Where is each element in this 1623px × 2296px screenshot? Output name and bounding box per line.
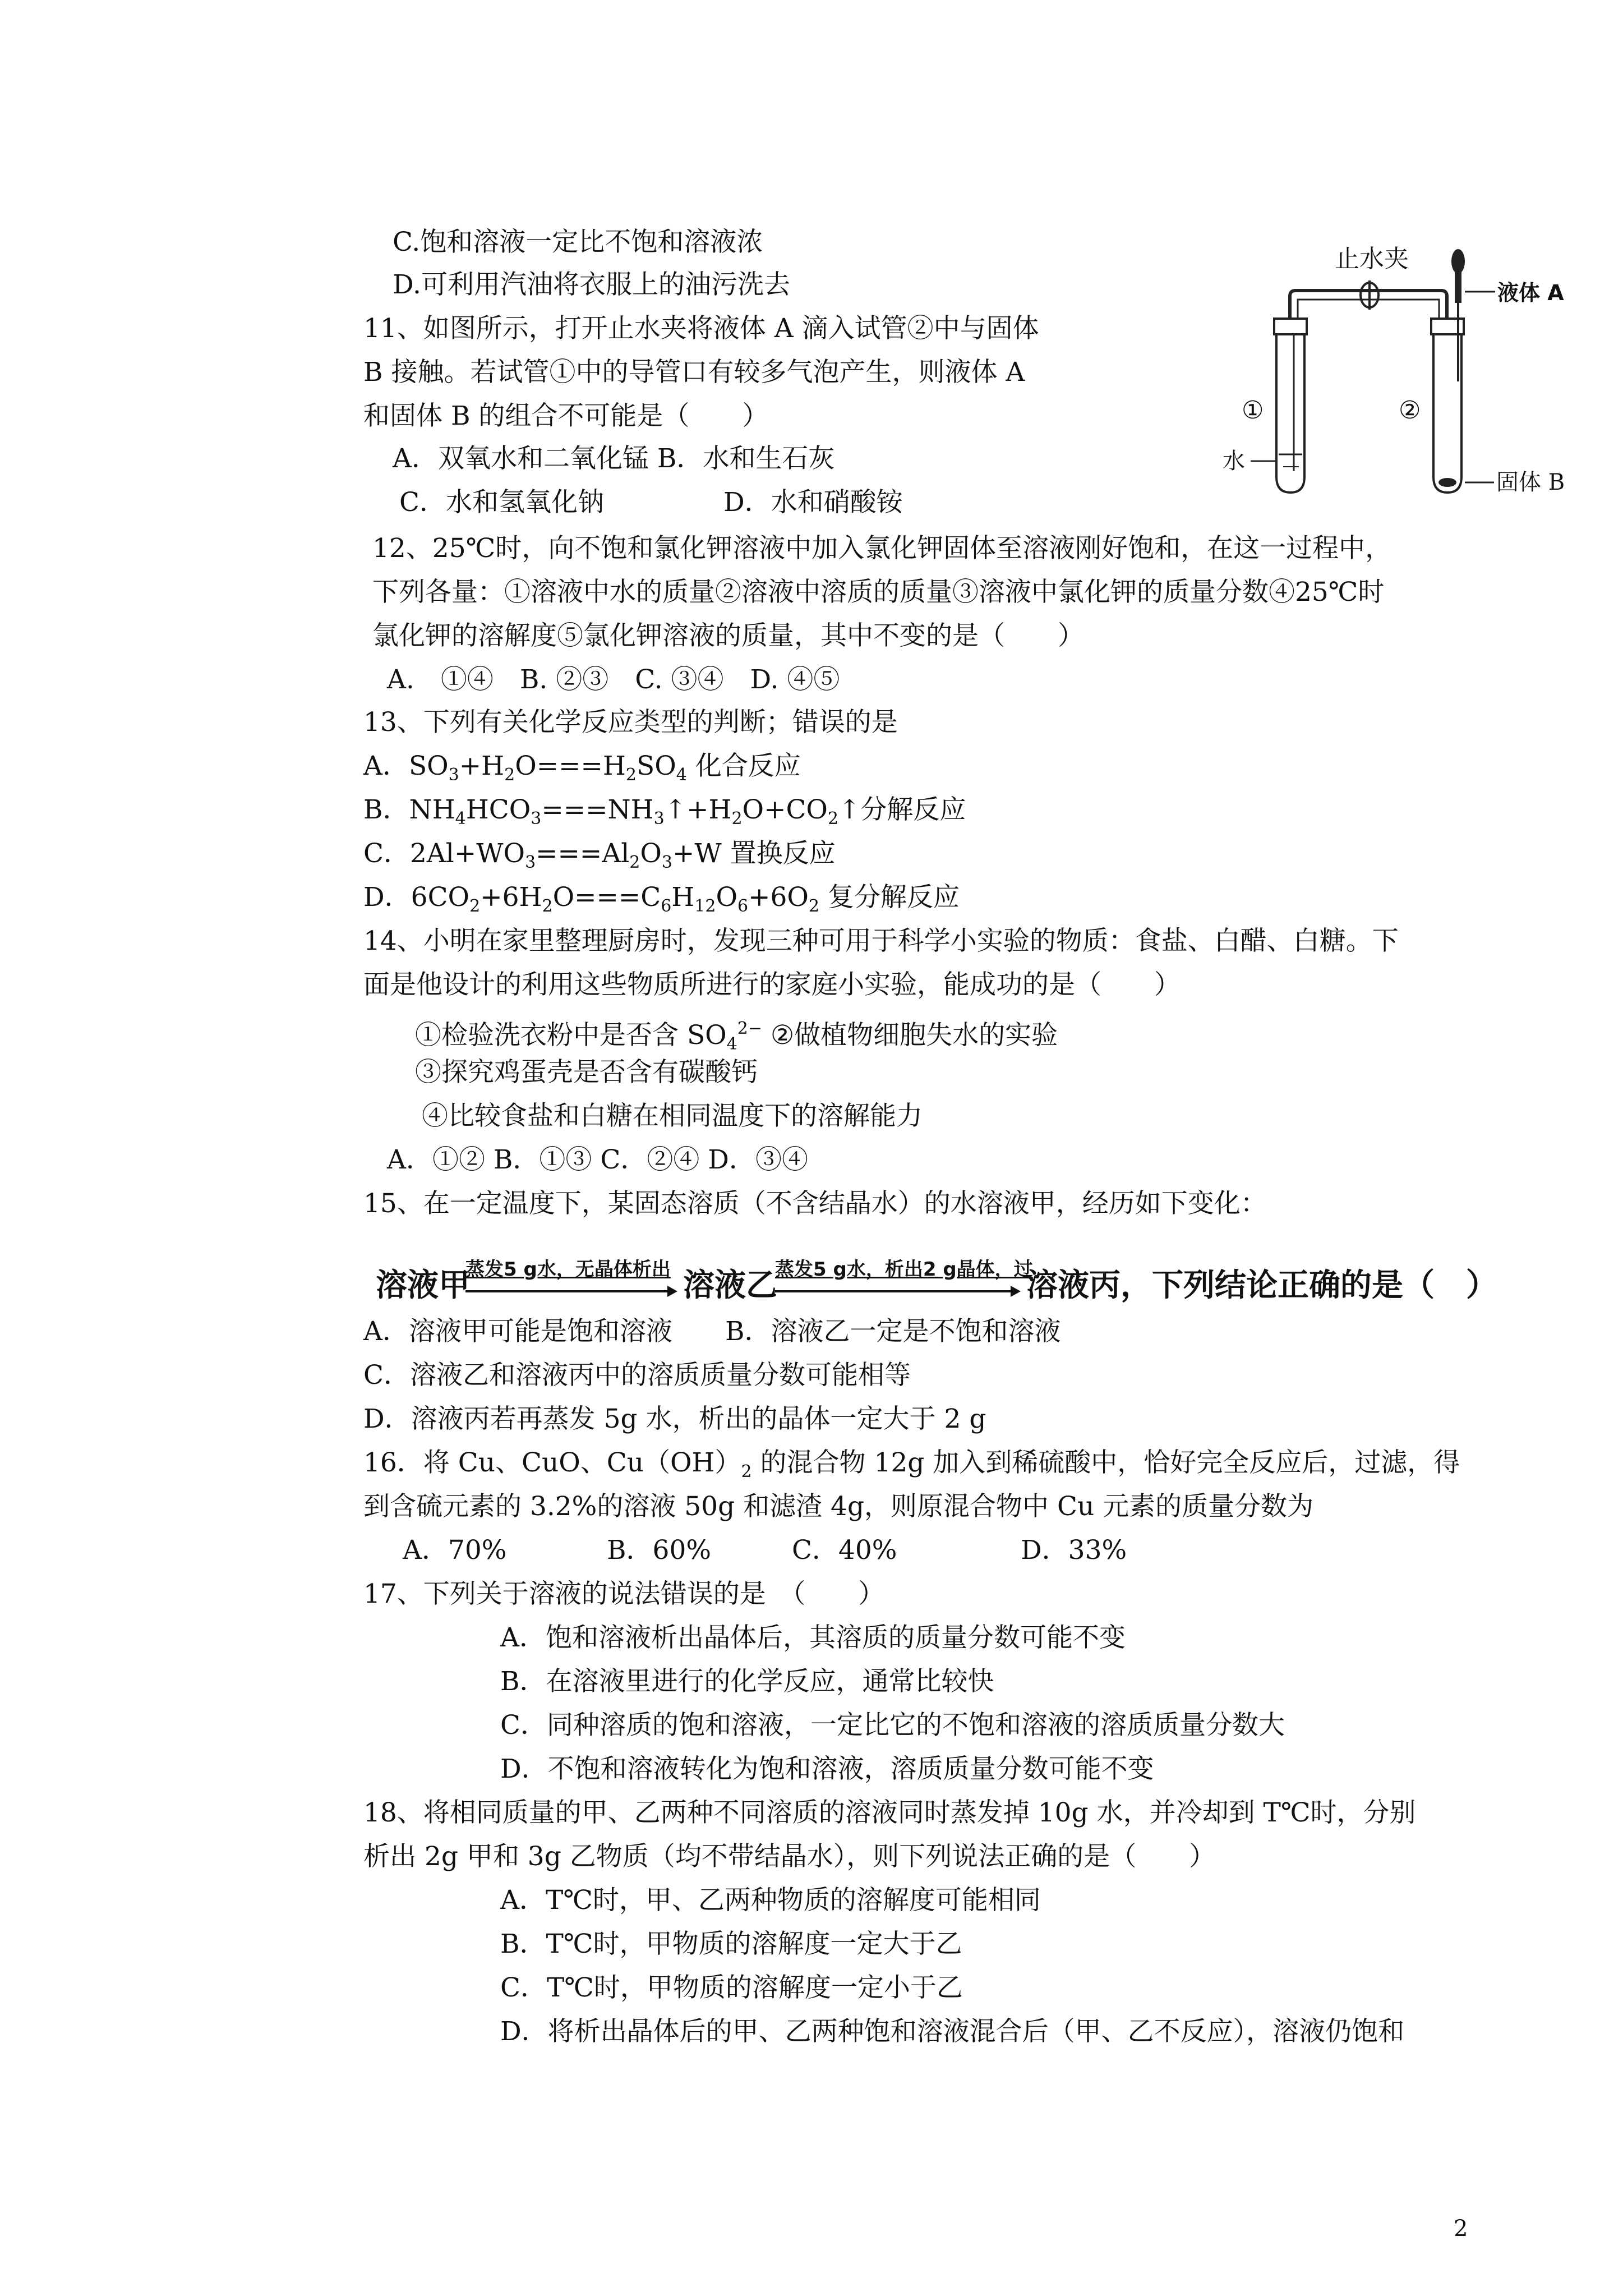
q18-stem-line2: 析出 2g 甲和 3g 乙物质（均不带结晶水），则下列说法正确的是（ ） [363, 1841, 1216, 1872]
q13-option-d: D．$6CO_2+6H_2O===C_6H_{12}O_6+6O_2$ 复分解反应 [363, 882, 960, 916]
water-label: 水 [1223, 448, 1245, 474]
q18-option-b: B．T℃时，甲物质的溶解度一定大于乙 [500, 1929, 962, 1959]
q17-option-b: B．在溶液里进行的化学反应，通常比较快 [500, 1666, 994, 1697]
q17-option-c: C．同种溶质的饱和溶液，一定比它的不饱和溶液的溶质质量分数大 [500, 1710, 1285, 1741]
q10-option-d: D.可利用汽油将衣服上的油污洗去 [393, 269, 790, 300]
q13-stem: 13、下列有关化学反应类型的判断；错误的是 [363, 707, 898, 738]
q18-option-c: C．T℃时，甲物质的溶解度一定小于乙 [500, 1972, 963, 2003]
q16-option-a: A．70% [403, 1535, 507, 1566]
q15-option-c: C．溶液乙和溶液丙中的溶质质量分数可能相等 [363, 1360, 911, 1391]
q12-stem-line2: 下列各量：①溶液中水的质量②溶液中溶质的质量③溶液中氯化钾的质量分数④25℃时 [372, 577, 1385, 608]
flow-condition-2: 蒸发5 g水，析出2 g晶体，过 [775, 1258, 1033, 1281]
q11-options-ab: A．双氧水和二氧化锰 B．水和生石灰 [393, 443, 835, 474]
q16-option-c: C．40% [792, 1535, 897, 1566]
q17-option-d: D．不饱和溶液转化为饱和溶液，溶质质量分数可能不变 [500, 1754, 1154, 1784]
q12-stem-line3: 氯化钾的溶解度⑤氯化钾溶液的质量，其中不变的是（ ） [372, 620, 1084, 651]
q10-option-c: C.饱和溶液一定比不饱和溶液浓 [393, 227, 763, 257]
q11-option-c: C．水和氢氧化钠 [399, 487, 604, 518]
q17-stem: 17、下列关于溶液的说法错误的是 （ ） [363, 1579, 885, 1609]
q15-option-d: D．溶液丙若再蒸发 5g 水，析出的晶体一定大于 2 g [363, 1404, 986, 1434]
q16-option-d: D．33% [1021, 1535, 1127, 1566]
q11-stem-line3: 和固体 B 的组合不可能是（ ） [363, 401, 769, 431]
q13-option-b: B．$NH_4HCO_3===NH_3↑+H_2O+CO_2↑$分解反应 [363, 794, 966, 829]
q17-option-a: A．饱和溶液析出晶体后，其溶质的质量分数可能不变 [500, 1622, 1126, 1653]
liquid-a-label: 液体 A [1497, 280, 1564, 305]
tube-2-label: ② [1399, 396, 1421, 425]
q18-option-d: D．将析出晶体后的甲、乙两种饱和溶液混合后（甲、乙不反应），溶液仍饱和 [500, 2016, 1405, 2047]
flow-arrow-2 [775, 1283, 1022, 1300]
flow-condition-1: 蒸发5 g水，无晶体析出 [465, 1258, 671, 1281]
clamp-label: 止水夹 [1335, 245, 1409, 273]
q16-stem-line2: 到含硫元素的 3.2%的溶液 50g 和滤渣 4g，则原混合物中 Cu 元素的质量分数为 [363, 1491, 1314, 1522]
q14-options: A．①② B．①③ C．②④ D．③④ [387, 1144, 808, 1175]
q15-stem: 15、在一定温度下，某固态溶质（不含结晶水）的水溶液甲，经历如下变化： [363, 1188, 1267, 1219]
q11-option-d: D．水和硝酸铵 [723, 487, 903, 518]
q14-items-1-2: ①检验洗衣粉中是否含 $SO_4^{2-}$ ②做植物细胞失水的实验 [415, 1019, 1058, 1054]
q11-stem-line2: B 接触。若试管①中的导管口有较多气泡产生，则液体 A [363, 357, 1025, 388]
q16-option-b: B．60% [607, 1535, 712, 1566]
flow-solution-b: 溶液乙 [683, 1267, 777, 1304]
q18-option-a: A．T℃时，甲、乙两种物质的溶解度可能相同 [500, 1885, 1041, 1916]
q11-stem-line1: 11、如图所示，打开止水夹将液体 A 滴入试管②中与固体 [363, 313, 1039, 344]
q15-options-ab: A．溶液甲可能是饱和溶液 B．溶液乙一定是不饱和溶液 [363, 1316, 1061, 1347]
q14-item-4: ④比较食盐和白糖在相同温度下的溶解能力 [422, 1101, 923, 1131]
flow-solution-a: 溶液甲 [376, 1267, 470, 1304]
q13-option-c: C．$2Al+WO_3===Al_2O_3+W$ 置换反应 [363, 838, 836, 872]
q15-flow-diagram [376, 1254, 1497, 1315]
solid-b-label: 固体 B [1496, 470, 1565, 495]
tube-1-label: ① [1242, 396, 1264, 425]
q12-options: A. ①④ B. ②③ C. ③④ D. ④⑤ [387, 664, 840, 695]
flow-solution-c-question: 溶液丙，下列结论正确的是（ ） [1026, 1267, 1497, 1304]
q14-item-3: ③探究鸡蛋壳是否含有碳酸钙 [415, 1057, 758, 1088]
q12-stem-line1: 12、25℃时，向不饱和氯化钾溶液中加入氯化钾固体至溶液刚好饱和，在这一过程中， [372, 533, 1392, 564]
q14-stem-line2: 面是他设计的利用这些物质所进行的家庭小实验，能成功的是（ ） [363, 969, 1181, 1000]
q16-stem-line1: 16．将 Cu、CuO、$Cu(OH)_2$ 的混合物 12g 加入到稀硫酸中，恰好完全反应后，过滤，得 [363, 1447, 1460, 1481]
q13-option-a: A．$SO_3+H_2O===H_2SO_4$ 化合反应 [363, 751, 801, 785]
flow-arrow-1 [465, 1283, 679, 1300]
q18-stem-line1: 18、将相同质量的甲、乙两种不同溶质的溶液同时蒸发掉 10g 水，并冷却到 T℃时，分别 [363, 1797, 1416, 1828]
test-tube-apparatus-figure [1223, 245, 1565, 510]
page-number: 2 [1454, 2216, 1468, 2242]
q14-stem-line1: 14、小明在家里整理厨房时，发现三种可用于科学小实验的物质：食盐、白醋、白糖。下 [363, 926, 1399, 956]
